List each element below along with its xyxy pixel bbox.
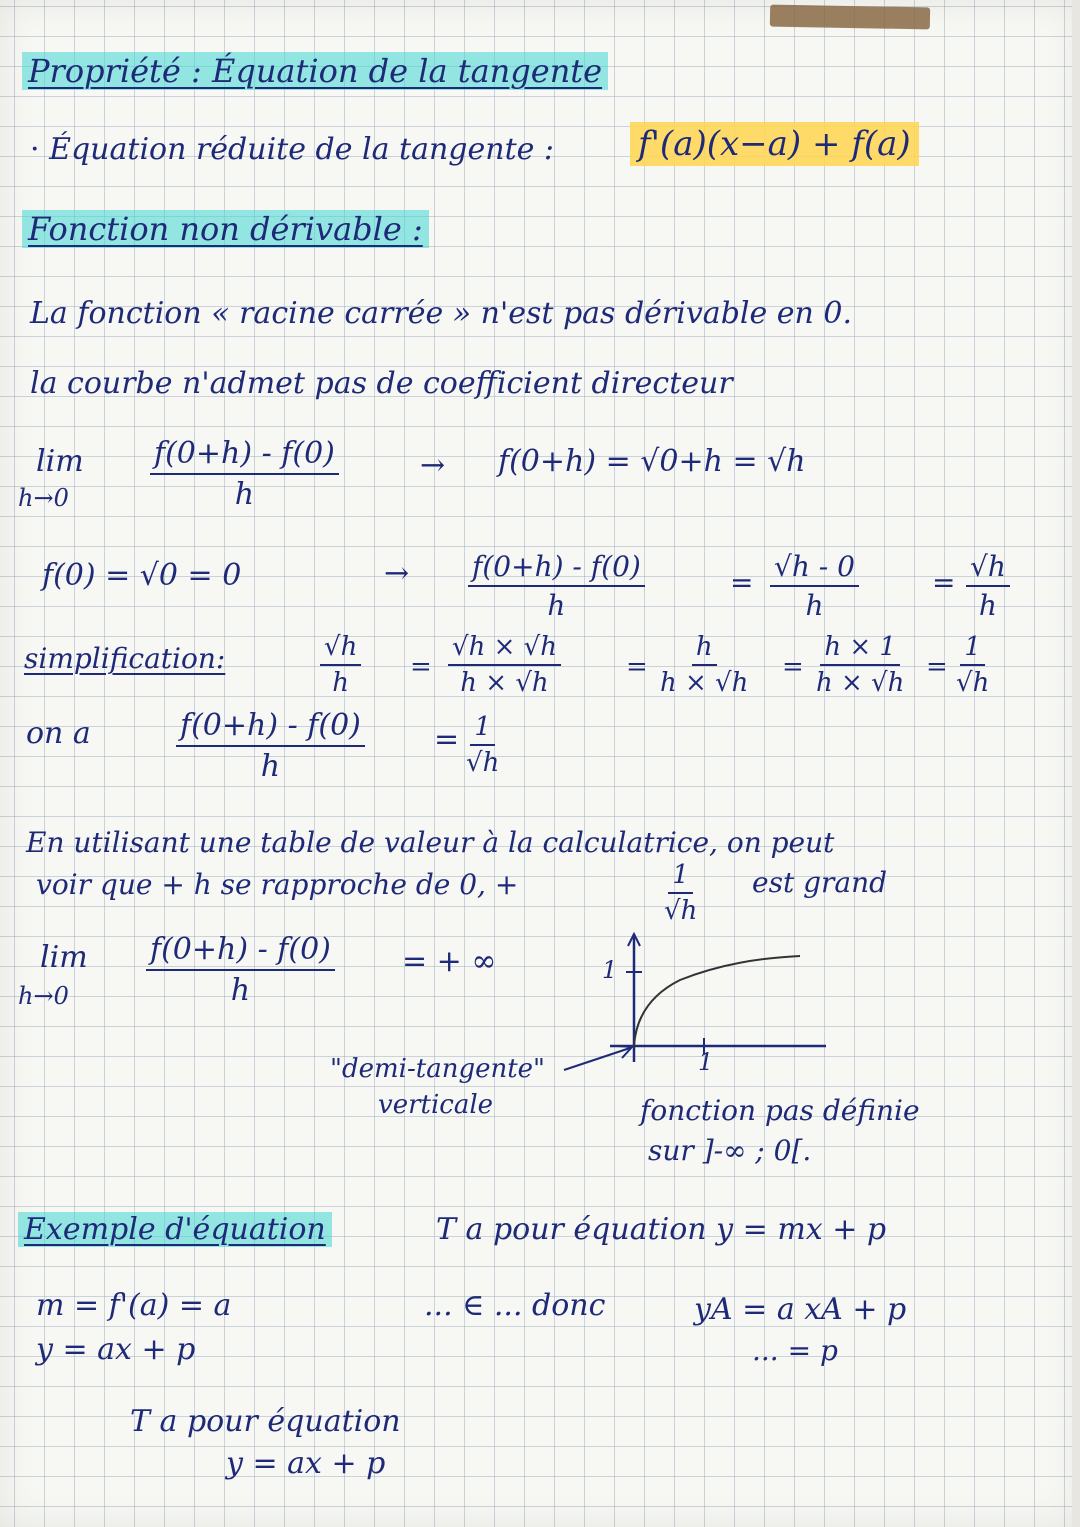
half-tangent-arrow (560, 1040, 640, 1080)
example-heading: Exemple d'équation (18, 1212, 332, 1247)
undefined-note-1: fonction pas définie (640, 1094, 920, 1127)
example-dots-line: ... ∈ ... donc (424, 1288, 606, 1323)
simp-eq-3: = (782, 652, 804, 682)
table-fraction: $\frac{1}{√h}$ (664, 860, 698, 926)
non-derivable-heading (22, 210, 429, 248)
simp-fraction-2: $\frac{√h \times √h}{h \times √h}$ (448, 632, 561, 698)
on-a-result: $\frac{1}{√h}$ (466, 712, 500, 778)
non-derivable-heading-text: Fonction non dérivable : (22, 210, 429, 248)
sqrt-sentence-2: la courbe n'admet pas de coefficient directeur (30, 366, 733, 401)
f0-fraction-3-num: √h (966, 550, 1010, 587)
f0-fraction-3 (966, 550, 1010, 622)
table-sentence-2b: est grand (752, 866, 888, 899)
undefined-note-2: sur ]-∞ ; 0[. (648, 1134, 812, 1167)
half-tangent-label: "demi-tangente" (330, 1054, 546, 1084)
table-sentence-1: En utilisant une table de valeur à la calculatrice, on peut (26, 826, 835, 859)
example-t-equation: T a pour équation y = mx + p (436, 1212, 887, 1247)
table-sentence-2a: voir que + h se rapproche de 0, + (36, 868, 519, 901)
property-heading-text: Propriété : Équation de la tangente (22, 52, 608, 90)
limit1-denominator: h (234, 477, 255, 512)
simp-fraction-4: $\frac{h \times 1}{h \times √h}$ (816, 632, 905, 698)
example-m-line: m = f'(a) = a (36, 1288, 232, 1323)
half-tangent-label-2: verticale (378, 1090, 494, 1120)
f0-fraction-1 (468, 550, 645, 622)
simp-fraction-1: $\frac{√h}{h}$ (320, 632, 361, 698)
simplification-label: simplification: (24, 642, 226, 675)
reduced-equation-formula-box (630, 124, 919, 164)
limit2-fraction: $\frac{f(0+h) - f(0)}{h}$ (146, 932, 335, 1008)
example-t-final-eq: y = ax + p (226, 1446, 386, 1481)
example-p-line: ... = p (752, 1334, 838, 1367)
simp-eq-4: = (926, 652, 948, 682)
graph-y-tick-label: 1 (602, 956, 618, 984)
example-ya-line: yA = a xA + p (694, 1292, 907, 1327)
limit1-lim: lim (36, 444, 84, 479)
limit1-numerator: f(0+h) - f(0) (150, 436, 339, 475)
example-y-line: y = ax + p (36, 1332, 196, 1367)
on-a-eq: = (434, 722, 460, 757)
on-a-label: on a (26, 716, 91, 751)
f0-fraction-2 (770, 550, 859, 622)
f0-fraction-2-den: h (805, 589, 824, 622)
limit1-arrow: → (420, 448, 446, 483)
example-t-final: T a pour équation (130, 1404, 401, 1439)
f0-fraction-1-den: h (547, 589, 566, 622)
simp-fraction-3: $\frac{h}{h \times √h}$ (660, 632, 749, 698)
limit1-fraction (150, 436, 339, 512)
f0-eq-2: = (932, 566, 956, 599)
f0-fraction-3-den: h (978, 589, 997, 622)
sqrt-sentence-1: La fonction « racine carrée » n'est pas dérivable en 0. (30, 296, 853, 331)
page-edge (1072, 0, 1080, 1527)
f0-arrow: → (384, 556, 410, 591)
f0-value: f(0) = √0 = 0 (42, 558, 242, 593)
tape-strip (770, 5, 930, 30)
simp-fraction-5: $\frac{1}{√h}$ (956, 632, 990, 698)
simp-eq-2: = (626, 652, 648, 682)
reduced-equation-line: · Équation réduite de la tangente : (30, 132, 555, 167)
graph-x-tick-label: 1 (698, 1048, 714, 1076)
simp-eq-1: = (410, 652, 432, 682)
f0-fraction-1-num: f(0+h) - f(0) (468, 550, 645, 587)
on-a-fraction: $\frac{f(0+h) - f(0)}{h}$ (176, 708, 365, 784)
f0-eq-1: = (730, 566, 754, 599)
property-heading (22, 52, 608, 90)
limit2-lim: lim (40, 940, 88, 975)
limit1-sub: h→0 (18, 484, 69, 512)
reduced-equation-formula: f'(a)(x−a) + f(a) (630, 122, 919, 166)
f0-fraction-2-num: √h - 0 (770, 550, 859, 587)
limit2-rhs: = + ∞ (402, 944, 497, 979)
reduced-equation-label: Équation réduite de la tangente : (49, 132, 555, 167)
limit1-rhs: f(0+h) = √0+h = √h (498, 444, 806, 479)
limit2-sub: h→0 (18, 982, 69, 1010)
sqrt-curve (634, 956, 800, 1046)
